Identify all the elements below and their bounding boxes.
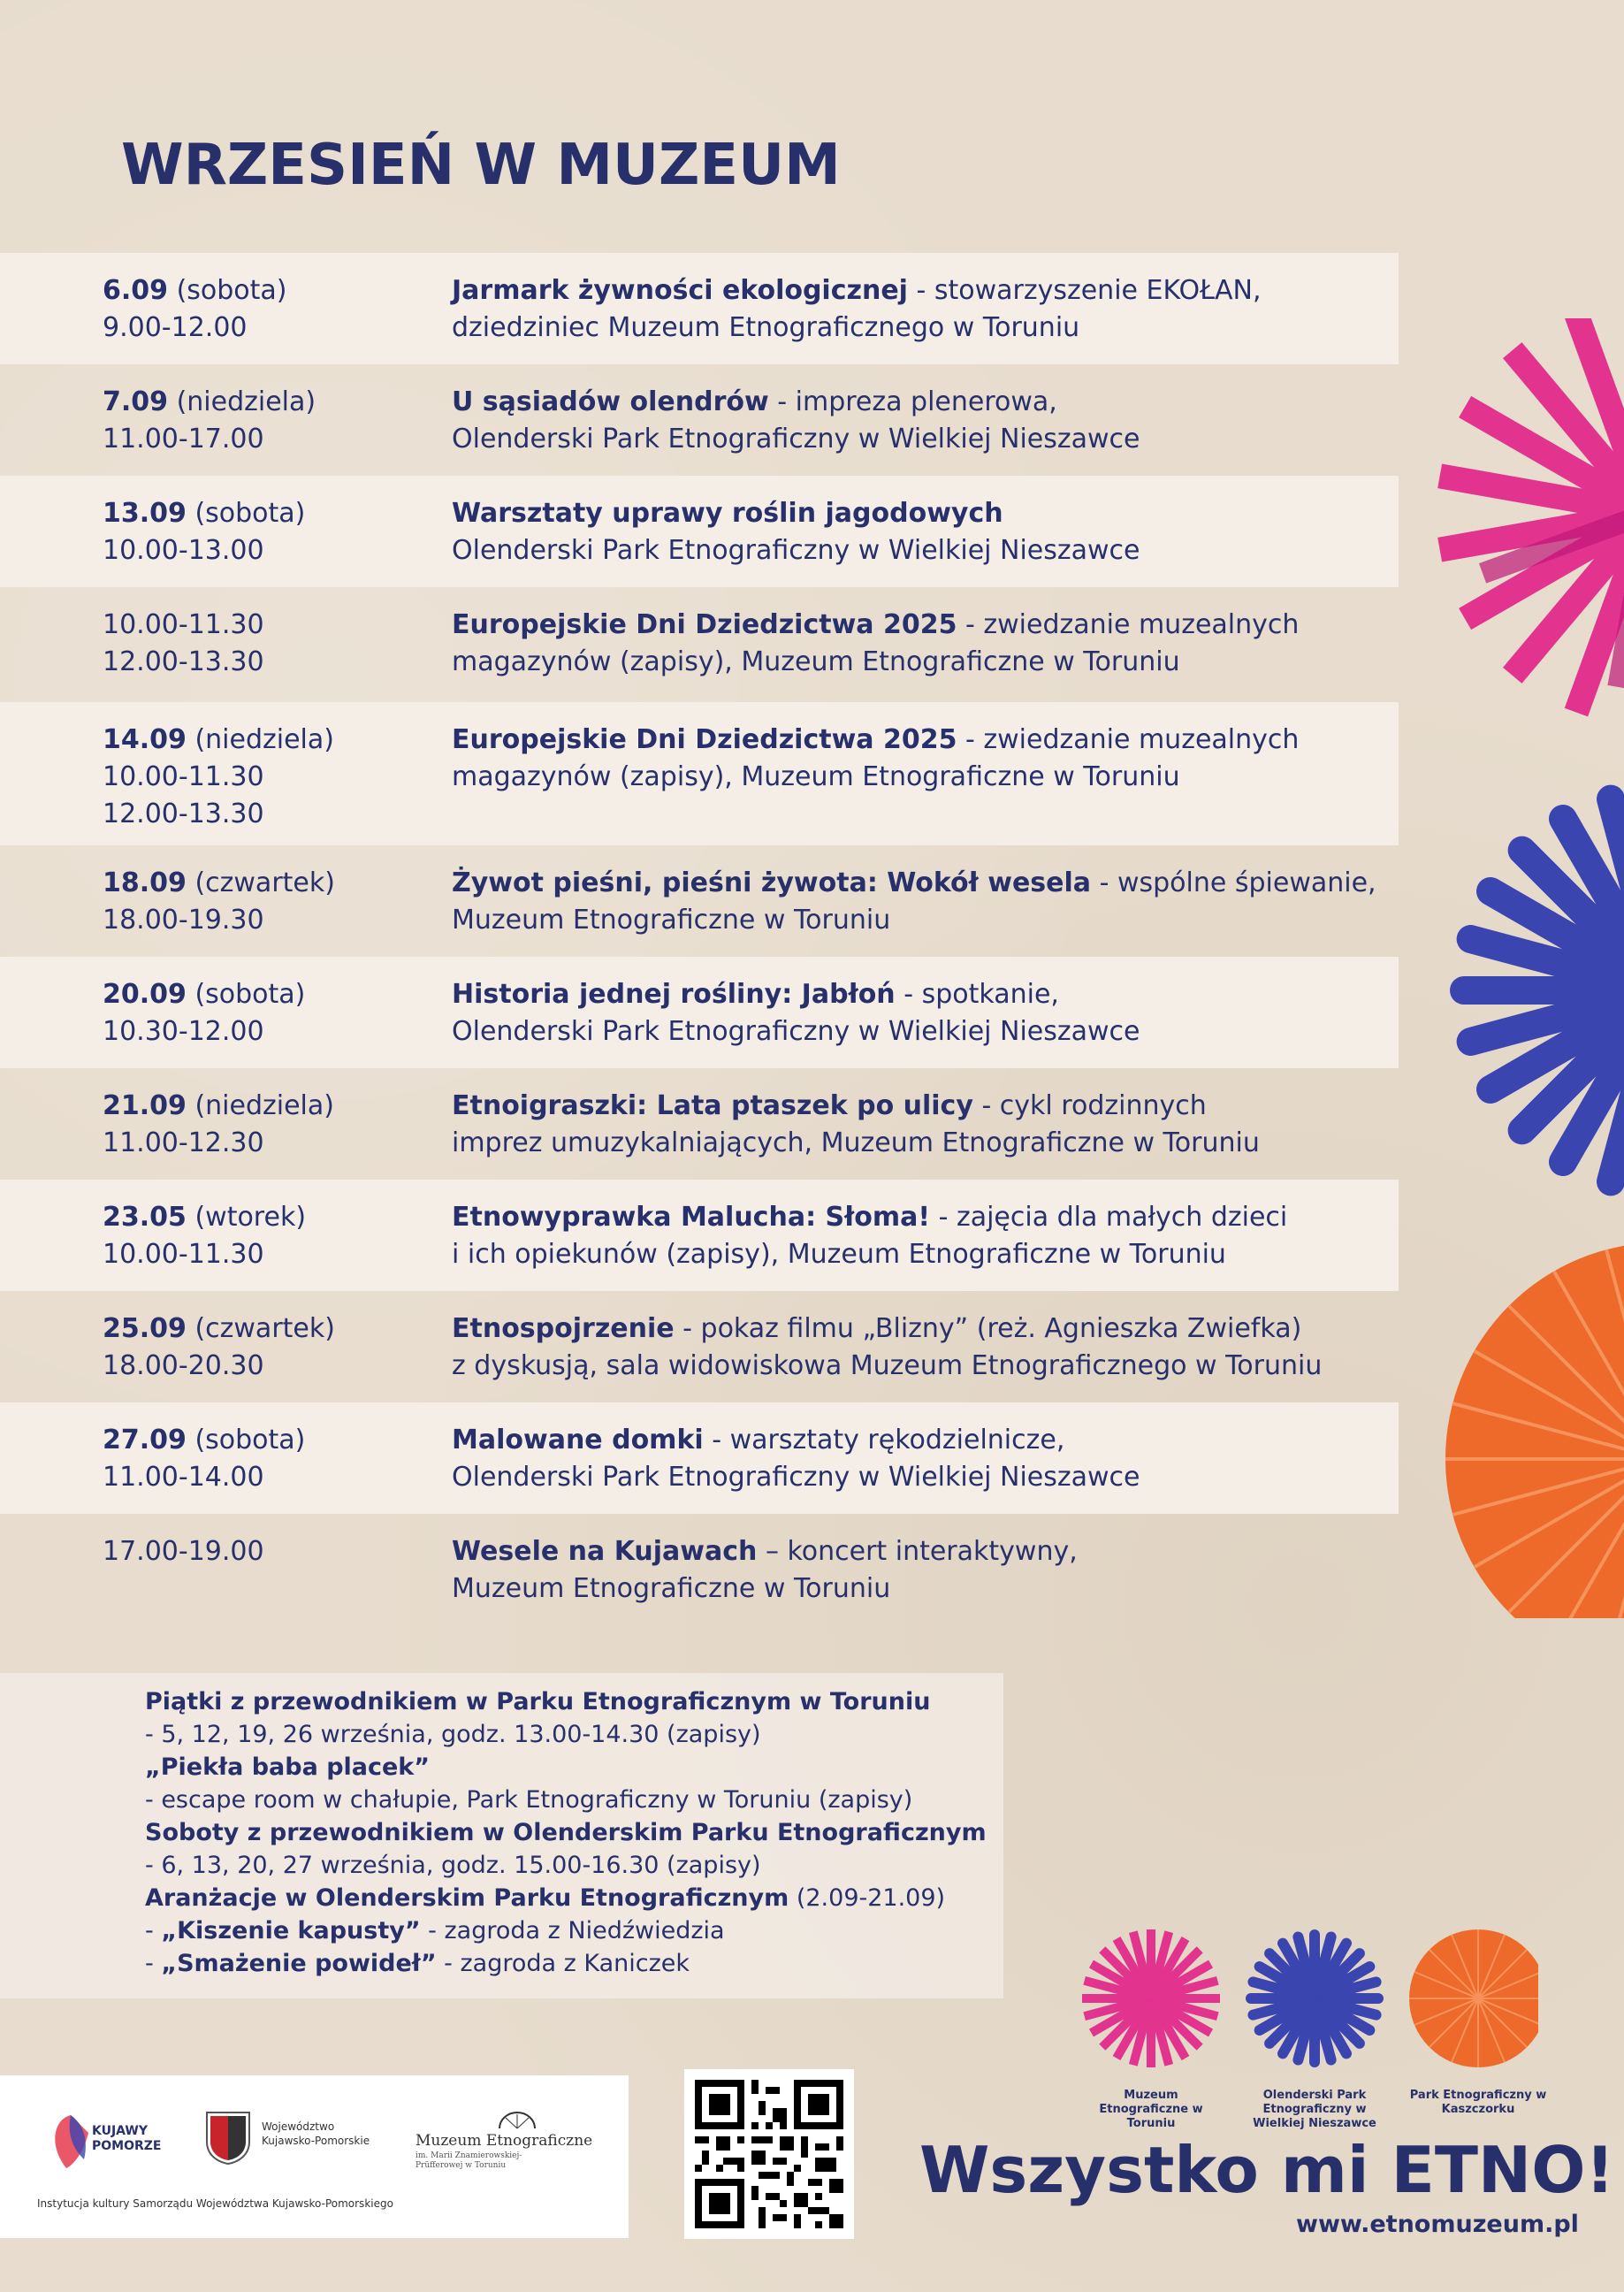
event-desc: – koncert interaktywny, (757, 1536, 1078, 1567)
event-row (0, 253, 1399, 364)
event-name: Europejskie Dni Dziedzictwa 2025 (452, 724, 957, 755)
event-day: (sobota) (194, 979, 306, 1010)
info-line: - escape room w chałupie, Park Etnograficzny w Toruniu (zapisy) (145, 1786, 913, 1814)
event-name: Wesele na Kujawach (452, 1536, 758, 1567)
sponsor-logos (0, 2075, 629, 2238)
event-time: 17.00-19.00 (103, 1536, 264, 1567)
event-time: 10.00-11.30 (103, 761, 264, 792)
event-time: 10.00-11.30 (103, 609, 264, 640)
museum-logo-subtext: im. Marii Znamierowskiej-Prüfferowej w Toruniu (416, 2151, 522, 2170)
event-location: Olenderski Park Etnograficzny w Wielkiej Nieszawce (452, 1462, 1140, 1493)
event-day: (sobota) (194, 1425, 306, 1455)
info-line: „Piekła baba placek” (145, 1753, 431, 1781)
event-location: magazynów (zapisy), Muzeum Etnograficzne w Toruniu (452, 646, 1180, 677)
info-line: - zagroda z Kaniczek (436, 1950, 690, 1977)
event-desc: - cykl rodzinnych (972, 1090, 1207, 1121)
event-row (0, 1402, 1399, 1514)
event-name: Europejskie Dni Dziedzictwa 2025 (452, 609, 957, 640)
event-desc: - stowarzyszenie EKOŁAN, (907, 275, 1262, 306)
event-day: (sobota) (194, 498, 306, 529)
event-time: 11.00-14.00 (103, 1462, 264, 1493)
event-desc: - impreza plenerowa, (768, 386, 1057, 417)
info-line: (2.09-21.09) (789, 1884, 946, 1912)
event-time: 11.00-17.00 (103, 424, 264, 455)
website-link[interactable]: www.etnomuzeum.pl (1296, 2211, 1579, 2238)
event-time: 18.00-20.30 (103, 1350, 264, 1381)
slogan: Wszystko mi ETNO! (919, 2133, 1615, 2207)
event-row (0, 1180, 1399, 1291)
info-dash: - (145, 1917, 162, 1944)
info-line: - 6, 13, 20, 27 września, godz. 15.00-16.30 (zapisy) (145, 1852, 761, 1879)
institution-note: Instytucja kultury Samorządu Województwa Kujawsko-Pomorskiego (37, 2197, 393, 2210)
event-date: 23.05 (103, 1202, 187, 1233)
event-name: Etnoigraszki: Lata ptaszek po ulicy (452, 1090, 973, 1121)
event-name: Historia jednej rośliny: Jabłoń (452, 979, 896, 1010)
event-day: (niedziela) (194, 724, 334, 755)
decorative-flowers (1397, 318, 1624, 1618)
page-title: WRZESIEŃ W MUZEUM (121, 133, 841, 198)
blue-flower-icon (1450, 778, 1624, 1203)
event-row (0, 1291, 1399, 1402)
info-line: Aranżacje w Olenderskim Parku Etnograficznym (145, 1884, 789, 1912)
event-row (0, 845, 1399, 957)
event-time: 12.00-13.30 (103, 646, 264, 677)
event-row (0, 957, 1399, 1068)
event-time: 12.00-13.30 (103, 798, 264, 829)
event-location: Muzeum Etnograficzne w Toruniu (452, 1573, 891, 1604)
event-name: Etnowyprawka Malucha: Słoma! (452, 1202, 931, 1233)
event-name: Etnospojrzenie (452, 1313, 675, 1344)
event-desc: - zwiedzanie muzealnych (957, 609, 1300, 640)
event-location: Muzeum Etnograficzne w Toruniu (452, 905, 891, 936)
qr-code[interactable] (684, 2069, 854, 2239)
info-line: „Smażenie powideł” (161, 1950, 437, 1977)
event-date: 7.09 (103, 386, 169, 417)
brand-label: Olenderski Park Etnograficzny w Wielkiej Nieszawce (1253, 2089, 1376, 2130)
event-date: 13.09 (103, 498, 187, 529)
kujawy-pomorze-logo-icon (49, 2111, 93, 2173)
event-date: 6.09 (103, 275, 169, 306)
event-time: 9.00-12.00 (103, 312, 248, 343)
event-name: Malowane domki (452, 1425, 704, 1455)
event-location: z dyskusją, sala widowiskowa Muzeum Etnograficznego w Toruniu (452, 1350, 1323, 1381)
event-name: Warsztaty uprawy roślin jagodowych (452, 498, 1003, 529)
event-date: 27.09 (103, 1425, 187, 1455)
qr-code-icon (695, 2080, 843, 2228)
event-row (0, 364, 1399, 476)
event-location: imprez umuzykalniających, Muzeum Etnograficzne w Toruniu (452, 1127, 1260, 1158)
event-date: 14.09 (103, 724, 187, 755)
info-box (0, 1673, 1003, 1998)
event-name: Jarmark żywności ekologicznej (452, 275, 908, 306)
event-date: 18.09 (103, 867, 187, 898)
museum-logo-text: Muzeum Etnograficzne (416, 2132, 593, 2150)
event-location: magazynów (zapisy), Muzeum Etnograficzne w Toruniu (452, 761, 1180, 792)
info-line: Soboty z przewodnikiem w Olenderskim Parku Etnograficznym (145, 1819, 987, 1846)
event-desc: - spotkanie, (895, 979, 1059, 1010)
event-desc: - warsztaty rękodzielnicze, (703, 1425, 1065, 1455)
info-line: - 5, 12, 19, 26 września, godz. 13.00-14.30 (zapisy) (145, 1721, 761, 1748)
brand-label: Park Etnograficzny w Kaszczorku (1409, 2089, 1547, 2116)
event-desc: - wspólne śpiewanie, (1091, 867, 1376, 898)
info-dash: - (145, 1950, 162, 1977)
orange-small-flower-icon (1409, 1929, 1538, 2067)
event-day: (czwartek) (194, 867, 335, 898)
info-line: Piątki z przewodnikiem w Parku Etnograficznym w Toruniu (145, 1688, 931, 1715)
event-time: 10.00-11.30 (103, 1239, 264, 1270)
event-location: dziedziniec Muzeum Etnograficznego w Toruniu (452, 312, 1080, 343)
event-day: (wtorek) (194, 1202, 307, 1233)
event-time: 11.00-12.30 (103, 1127, 264, 1158)
brand-flowers (1079, 1926, 1538, 2072)
event-day: (sobota) (176, 275, 287, 306)
event-desc: - zwiedzanie muzealnych (957, 724, 1300, 755)
event-name: Żywot pieśni, pieśni żywota: Wokół wesela (452, 867, 1092, 898)
event-row (0, 476, 1399, 587)
info-line: „Kiszenie kapusty” (161, 1917, 421, 1944)
event-day: (czwartek) (194, 1313, 335, 1344)
info-line: - zagroda z Niedźwiedzia (420, 1917, 725, 1944)
event-time: 10.30-12.00 (103, 1016, 264, 1047)
event-name: U sąsiadów olendrów (452, 386, 769, 417)
kujawy-pomorze-logo-text: KUJAWY POMORZE (92, 2124, 162, 2153)
museum-logo-icon (495, 2111, 539, 2130)
event-location: Olenderski Park Etnograficzny w Wielkiej Nieszawce (452, 535, 1140, 566)
event-day: (niedziela) (194, 1090, 334, 1121)
event-row (0, 1068, 1399, 1180)
event-day: (niedziela) (176, 386, 316, 417)
event-desc: - pokaz filmu „Blizny” (reż. Agnieszka Zwiefka) (674, 1313, 1302, 1344)
orange-flower-icon (1445, 1242, 1624, 1618)
blue-small-flower-icon (1246, 1929, 1384, 2067)
event-location: Olenderski Park Etnograficzny w Wielkiej Nieszawce (452, 424, 1140, 455)
event-location: Olenderski Park Etnograficzny w Wielkiej Nieszawce (452, 1016, 1140, 1047)
event-row (0, 587, 1399, 702)
event-row (0, 1514, 1399, 1625)
event-time: 10.00-13.00 (103, 535, 264, 566)
brand-label: Muzeum Etnograficzne w Toruniu (1099, 2089, 1203, 2130)
event-date: 21.09 (103, 1090, 187, 1121)
pink-flower-icon (1437, 318, 1624, 725)
event-location: i ich opiekunów (zapisy), Muzeum Etnograficzne w Toruniu (452, 1239, 1226, 1270)
event-schedule (0, 253, 1399, 1625)
event-date: 25.09 (103, 1313, 187, 1344)
event-desc: - zajęcia dla małych dzieci (930, 1202, 1288, 1233)
coat-of-arms-icon (205, 2111, 251, 2166)
wojewodztwo-logo-text: Województwo Kujawsko-Pomorskie (262, 2120, 370, 2147)
event-row (0, 702, 1399, 845)
pink-small-flower-icon (1082, 1929, 1220, 2067)
event-date: 20.09 (103, 979, 187, 1010)
event-time: 18.00-19.30 (103, 905, 264, 936)
